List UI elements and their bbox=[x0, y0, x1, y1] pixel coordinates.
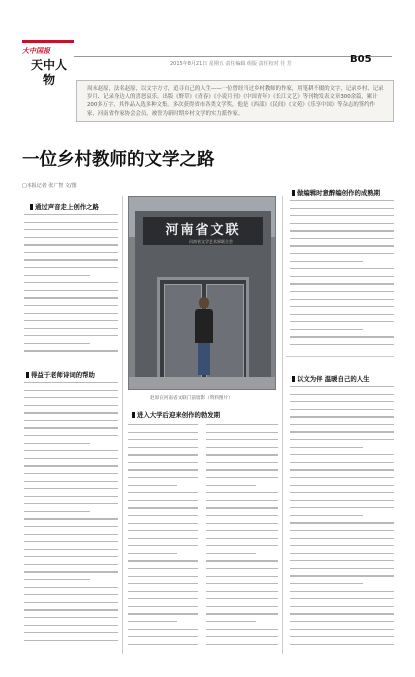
text-line bbox=[24, 382, 118, 383]
text-line bbox=[290, 431, 394, 432]
text-line bbox=[128, 432, 198, 433]
text-line bbox=[24, 556, 118, 557]
subhead-2: 得益于老师诗词的帮助 bbox=[26, 370, 95, 379]
text-line bbox=[24, 214, 118, 215]
subhead-4: 做编辑时意醉编创作的成熟期 bbox=[292, 188, 380, 197]
text-line bbox=[290, 644, 394, 645]
text-line bbox=[24, 518, 118, 519]
text-line bbox=[206, 454, 278, 455]
text-line bbox=[24, 275, 90, 276]
text-line bbox=[24, 244, 118, 245]
text-line bbox=[290, 386, 394, 387]
text-line bbox=[206, 523, 278, 524]
text-line bbox=[290, 606, 394, 607]
subhead-5: 以文为伴 温暖自己的人生 bbox=[292, 374, 370, 383]
text-line bbox=[128, 523, 198, 524]
article-headline: 一位乡村教师的文学之路 bbox=[22, 150, 215, 170]
text-line bbox=[206, 500, 278, 501]
text-line bbox=[128, 621, 177, 622]
text-line bbox=[24, 602, 118, 603]
text-line bbox=[24, 481, 118, 482]
text-line bbox=[24, 229, 118, 230]
text-line bbox=[206, 485, 256, 486]
text-line bbox=[290, 568, 394, 569]
text-line bbox=[128, 636, 198, 637]
text-line bbox=[24, 335, 118, 336]
text-line bbox=[24, 405, 118, 406]
text-line bbox=[24, 397, 118, 398]
text-line bbox=[128, 583, 198, 584]
text-line bbox=[290, 253, 394, 254]
text-line bbox=[128, 492, 198, 493]
text-line bbox=[24, 267, 118, 268]
text-line bbox=[290, 245, 394, 246]
text-line bbox=[290, 283, 394, 284]
text-line bbox=[24, 534, 118, 535]
text-line bbox=[128, 591, 198, 592]
text-line bbox=[24, 313, 118, 314]
text-line bbox=[290, 394, 394, 395]
text-line bbox=[290, 560, 394, 561]
text-line bbox=[290, 477, 394, 478]
text-line bbox=[290, 409, 394, 410]
text-line bbox=[24, 496, 118, 497]
text-line bbox=[290, 223, 394, 224]
text-line bbox=[24, 237, 118, 238]
text-line bbox=[24, 427, 118, 428]
text-line bbox=[206, 568, 278, 569]
text-line bbox=[290, 321, 394, 322]
text-line bbox=[128, 560, 198, 561]
text-line bbox=[290, 454, 394, 455]
text-line bbox=[128, 477, 198, 478]
text-line bbox=[206, 462, 278, 463]
text-line bbox=[206, 613, 278, 614]
text-line bbox=[24, 594, 118, 595]
text-line bbox=[128, 598, 198, 599]
text-line bbox=[206, 439, 278, 440]
text-line bbox=[290, 621, 394, 622]
text-line bbox=[128, 469, 198, 470]
page-footer bbox=[0, 660, 415, 677]
text-line bbox=[206, 492, 278, 493]
text-line bbox=[128, 424, 198, 425]
person-figure bbox=[195, 297, 213, 377]
body-text-column bbox=[24, 214, 118, 364]
text-line bbox=[290, 344, 394, 345]
text-line bbox=[24, 587, 118, 588]
intro-box bbox=[76, 80, 394, 122]
text-line bbox=[206, 629, 278, 630]
column-rule bbox=[122, 196, 123, 654]
text-line bbox=[24, 564, 118, 565]
text-line bbox=[24, 609, 118, 610]
text-line bbox=[290, 401, 394, 402]
text-line bbox=[24, 458, 118, 459]
text-line bbox=[290, 215, 394, 216]
text-line bbox=[24, 297, 118, 298]
text-line bbox=[24, 526, 118, 527]
body-text-column bbox=[290, 200, 394, 352]
text-line bbox=[128, 515, 198, 516]
paper-name: 大中国报 bbox=[22, 46, 50, 55]
text-line bbox=[24, 579, 90, 580]
text-line bbox=[24, 343, 90, 344]
text-line bbox=[290, 268, 394, 269]
text-line bbox=[206, 583, 278, 584]
body-text-column bbox=[24, 382, 118, 654]
text-line bbox=[290, 336, 394, 337]
text-line bbox=[24, 305, 118, 306]
text-line bbox=[290, 591, 394, 592]
text-line bbox=[290, 276, 394, 277]
subhead-1: 通过声音走上创作之路 bbox=[30, 202, 99, 211]
text-line bbox=[128, 629, 198, 630]
text-line bbox=[206, 644, 278, 645]
text-line bbox=[206, 515, 278, 516]
text-line bbox=[24, 503, 118, 504]
text-line bbox=[206, 606, 278, 607]
text-line bbox=[290, 485, 394, 486]
text-line bbox=[290, 545, 394, 546]
column-name: 天中人物 bbox=[30, 58, 67, 87]
text-line bbox=[206, 477, 278, 478]
text-line bbox=[206, 507, 278, 508]
text-line bbox=[290, 230, 394, 231]
text-line bbox=[206, 530, 278, 531]
text-line bbox=[128, 447, 198, 448]
text-line bbox=[206, 636, 278, 637]
text-line bbox=[290, 291, 394, 292]
text-line bbox=[290, 575, 394, 576]
text-line bbox=[24, 511, 90, 512]
text-line bbox=[290, 447, 363, 448]
text-line bbox=[290, 306, 394, 307]
intro-text: 周末赵原，法名赵原，以文字方寸，追寻自己的人生——一位曾经当过乡村教师的作家，用笔耕不辍的文字，记录乡村、记录岁月、记录身边人的喜怒哀乐。出版《野草》《青春》《小说月刊》《中国青年》《长江文艺》等刊物发表文章300余篇，累计200多万字，其作品入选多种文集。多次获得省市各类文学奖，他是《西部》《民间》《文苑》《乐享中国》等杂志的签约作家，河南省作家协会会员，被誉为新时期乡村文学的实力派作家。 bbox=[87, 86, 384, 117]
byline: □本报记者 张广智 文/图 bbox=[22, 183, 77, 189]
text-line bbox=[128, 553, 177, 554]
text-line bbox=[128, 462, 198, 463]
text-line bbox=[128, 606, 198, 607]
text-line bbox=[24, 290, 118, 291]
body-text-column bbox=[128, 424, 198, 654]
column-rule bbox=[282, 196, 283, 654]
text-line bbox=[290, 500, 394, 501]
text-line bbox=[24, 282, 118, 283]
text-line bbox=[290, 492, 394, 493]
text-line bbox=[128, 576, 198, 577]
text-line bbox=[24, 465, 118, 466]
text-line bbox=[24, 222, 118, 223]
text-line bbox=[290, 469, 394, 470]
text-line bbox=[206, 424, 278, 425]
text-line bbox=[206, 598, 278, 599]
text-line bbox=[290, 629, 394, 630]
text-line bbox=[290, 261, 363, 262]
text-line bbox=[24, 412, 118, 413]
text-line bbox=[128, 644, 198, 645]
photo-caption: 赵原在河南省文联门前留影（资料图片） bbox=[150, 396, 233, 401]
page-number: B05 bbox=[350, 54, 372, 65]
text-line bbox=[290, 299, 394, 300]
masthead bbox=[22, 40, 74, 98]
text-line bbox=[206, 591, 278, 592]
text-line bbox=[290, 598, 394, 599]
text-line bbox=[24, 350, 118, 351]
text-line bbox=[128, 613, 198, 614]
text-line bbox=[128, 485, 177, 486]
article-photo bbox=[128, 196, 276, 390]
text-line bbox=[290, 439, 394, 440]
text-line bbox=[290, 538, 394, 539]
text-line bbox=[206, 432, 278, 433]
photo-sign: 河南省文联 bbox=[143, 217, 263, 245]
text-line bbox=[206, 560, 278, 561]
text-line bbox=[290, 507, 394, 508]
subhead-3: 进入大学后迎来创作的勃发期 bbox=[132, 410, 220, 419]
text-line bbox=[24, 571, 118, 572]
section-rule bbox=[286, 356, 394, 357]
text-line bbox=[24, 259, 118, 260]
text-line bbox=[24, 640, 118, 641]
text-line bbox=[206, 538, 278, 539]
text-line bbox=[128, 545, 198, 546]
text-line bbox=[24, 541, 118, 542]
text-line bbox=[24, 632, 118, 633]
body-text-column bbox=[290, 386, 394, 654]
text-line bbox=[206, 545, 278, 546]
masthead-rule bbox=[74, 56, 392, 57]
text-line bbox=[290, 553, 394, 554]
text-line bbox=[24, 252, 118, 253]
text-line bbox=[290, 208, 394, 209]
text-line bbox=[206, 621, 256, 622]
dateline: 2015年8月21日 星期五 责任编辑 组版 责任校对 任 芳 bbox=[170, 61, 292, 67]
text-line bbox=[290, 583, 363, 584]
text-line bbox=[24, 488, 118, 489]
body-text-column bbox=[206, 424, 278, 654]
text-line bbox=[24, 420, 118, 421]
text-line bbox=[128, 507, 198, 508]
text-line bbox=[206, 576, 278, 577]
text-line bbox=[24, 443, 90, 444]
text-line bbox=[128, 530, 198, 531]
text-line bbox=[128, 439, 198, 440]
text-line bbox=[24, 473, 118, 474]
text-line bbox=[24, 450, 118, 451]
text-line bbox=[206, 553, 256, 554]
text-line bbox=[290, 530, 394, 531]
text-line bbox=[128, 500, 198, 501]
text-line bbox=[290, 613, 394, 614]
text-line bbox=[290, 462, 394, 463]
text-line bbox=[24, 390, 118, 391]
text-line bbox=[290, 424, 394, 425]
text-line bbox=[206, 447, 278, 448]
text-line bbox=[24, 328, 118, 329]
text-line bbox=[290, 200, 394, 201]
text-line bbox=[24, 320, 118, 321]
photo-sign-sub: 河南省文学艺术界联合会 bbox=[189, 239, 233, 244]
text-line bbox=[24, 435, 118, 436]
text-line bbox=[290, 636, 394, 637]
text-line bbox=[290, 238, 394, 239]
text-line bbox=[24, 617, 118, 618]
text-line bbox=[290, 515, 363, 516]
text-line bbox=[290, 522, 394, 523]
text-line bbox=[128, 568, 198, 569]
text-line bbox=[24, 549, 118, 550]
text-line bbox=[128, 538, 198, 539]
text-line bbox=[290, 416, 394, 417]
text-line bbox=[290, 329, 363, 330]
text-line bbox=[290, 314, 394, 315]
text-line bbox=[206, 469, 278, 470]
text-line bbox=[128, 454, 198, 455]
text-line bbox=[24, 625, 118, 626]
